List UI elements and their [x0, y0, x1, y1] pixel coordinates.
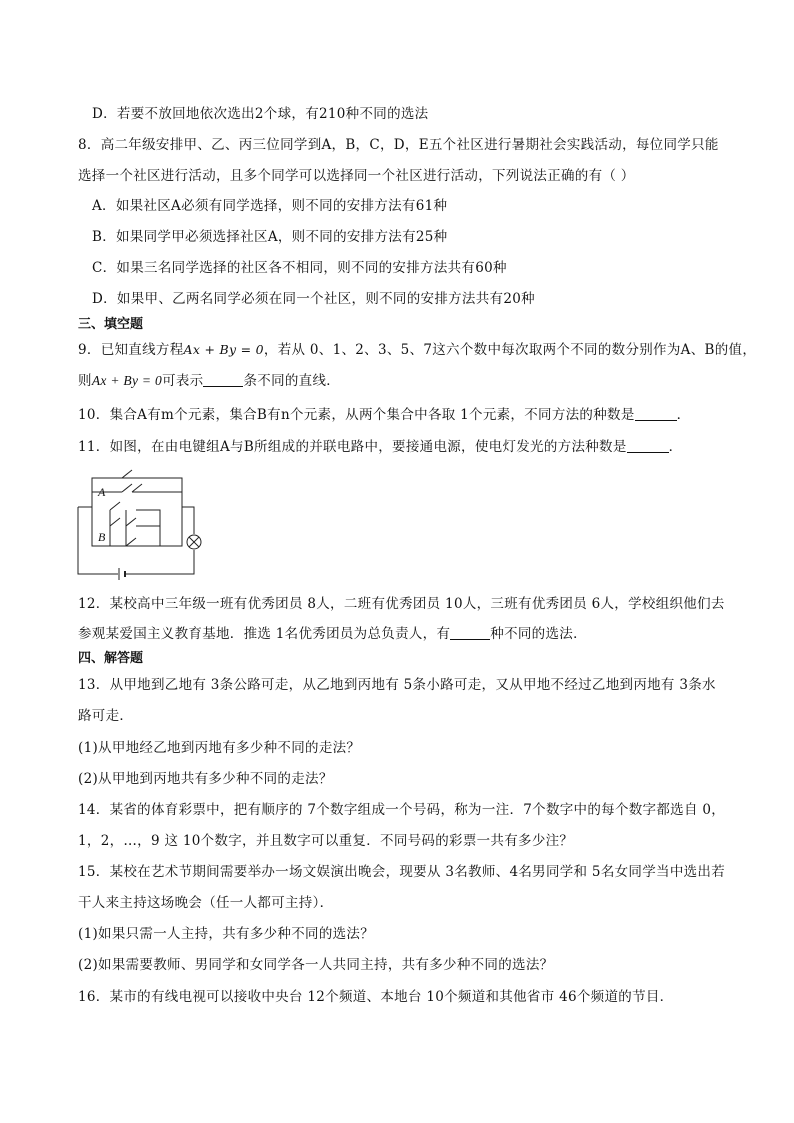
q10-answer-blank[interactable]: [635, 406, 677, 421]
q8-option-c: C．如果三名同学选择的社区各不相同，则不同的安排方法共有60种: [92, 260, 507, 276]
q9-equation2: Ax + By = 0: [91, 373, 163, 388]
q16-stem: 16．某市的有线电视可以接收中央台 12个频道、本地台 10个频道和其他省市 46个频道的节目．: [78, 989, 674, 1005]
q9-equation: Ax + By = 0: [183, 342, 264, 357]
q9-answer-blank[interactable]: [203, 372, 243, 387]
q11-answer-blank[interactable]: [627, 438, 669, 453]
q9-line2-mid: 可表示: [162, 373, 204, 389]
q9-line2-prefix: 则: [78, 373, 92, 389]
q12-stem-line2: [78, 624, 587, 644]
q10-text: 10．集合A有m个元素，集合B有n个元素，从两个集合中各取 1个元素，不同方法的种数是: [78, 407, 635, 423]
q9-line2-suffix: 条不同的直线．: [243, 373, 341, 389]
switch-b4: [126, 538, 136, 546]
q12-line2-suffix: 种不同的选法．: [490, 626, 587, 642]
q12-stem-line1: 12．某校高中三年级一班有优秀团员 8人，二班有优秀团员 10人，三班有优秀团员 6人，学校组织他们去: [78, 596, 725, 612]
q8-option-a: A．如果社区A必须有同学选择，则不同的安排方法有61种: [92, 198, 448, 214]
q14-stem-line2: 1，2，…，9 这 10个数字，并且数字可以重复．不同号码的彩票一共有多少注？: [78, 833, 574, 849]
circuit-right-wire: [126, 550, 194, 574]
battery-icon: [119, 568, 125, 580]
q15-stem-line1: 15．某校在艺术节期间需要举办一场文娱演出晚会，现要从 3名教师、4名男同学和 5名女同学当中选出若: [78, 864, 726, 880]
q10-end: ．: [676, 407, 691, 423]
switch-b1: [110, 502, 120, 510]
q9-stem-line1: [78, 340, 756, 360]
q15-part2: (2)如果需要教师、男同学和女同学各一人共同主持，共有多少种不同的选法？: [78, 957, 554, 973]
q8-stem-line1: 8．高二年级安排甲、乙、丙三位同学到A，B，C，D，E五个社区进行暑期社会实践活动，每位同学只能: [78, 137, 719, 153]
q13-part1: (1)从甲地经乙地到丙地有多少种不同的走法？: [78, 740, 361, 756]
q10-stem: [78, 405, 690, 425]
section-heading-fill-in: 三、填空题: [78, 317, 144, 332]
q9-stem-line2: [78, 371, 340, 391]
q8-option-b: B．如果同学甲必须选择社区A，则不同的安排方法有25种: [92, 229, 448, 245]
switch-b3: [126, 518, 136, 526]
switch-a1: [122, 484, 132, 492]
q9-prefix: 9．已知直线方程: [78, 342, 184, 358]
switch-a2: [132, 484, 142, 492]
q7-option-d: D．若要不放回地依次选出2个球，有210种不同的选法: [92, 106, 429, 122]
section-heading-solve: 四、解答题: [78, 651, 144, 666]
q9-line1-rest: ，若从 0、1、2、3、5、7这六个数中每次取两个不同的数分别作为A、B的值，: [263, 342, 757, 358]
circuit-lamp-feed: [182, 507, 194, 534]
parallel-circuit-diagram: [70, 462, 210, 582]
q14-stem-line1: 14．某省的体育彩票中，把有顺序的 7个数字组成一个号码，称为一注．7个数字中的每个数字都选自 0，: [78, 802, 726, 818]
q15-stem-line2: 干人来主持这场晚会（任一人都可主持）．: [78, 895, 334, 911]
switch-b2: [110, 518, 120, 526]
switch-a3: [122, 470, 132, 478]
q15-part1: (1)如果只需一人主持，共有多少种不同的选法？: [78, 926, 375, 942]
q13-stem-line2: 路可走．: [78, 708, 134, 724]
q11-stem: [78, 437, 682, 457]
q12-answer-blank[interactable]: [450, 625, 490, 640]
q12-line2-prefix: 参观某爱国主义教育基地．推选 1名优秀团员为总负责人，有: [78, 626, 451, 642]
q11-text: 11．如图，在由电键组A与B所组成的并联电路中，要接通电源，使电灯发光的方法种数是: [78, 439, 627, 455]
circuit-label-a: A: [98, 485, 106, 499]
circuit-label-b: B: [98, 530, 106, 544]
q13-stem-line1: 13．从甲地到乙地有 3条公路可走，从乙地到丙地有 5条小路可走，又从甲地不经过乙地到丙地有 3条水: [78, 677, 716, 693]
q11-end: ．: [668, 439, 683, 455]
q8-stem-line2: 选择一个社区进行活动，且多个同学可以选择同一个社区进行活动，下列说法正确的有（ ）: [78, 168, 635, 184]
q13-part2: (2)从甲地到丙地共有多少种不同的走法？: [78, 771, 333, 787]
q8-option-d: D．如果甲、乙两名同学必须在同一个社区，则不同的安排方法共有20种: [92, 291, 535, 307]
